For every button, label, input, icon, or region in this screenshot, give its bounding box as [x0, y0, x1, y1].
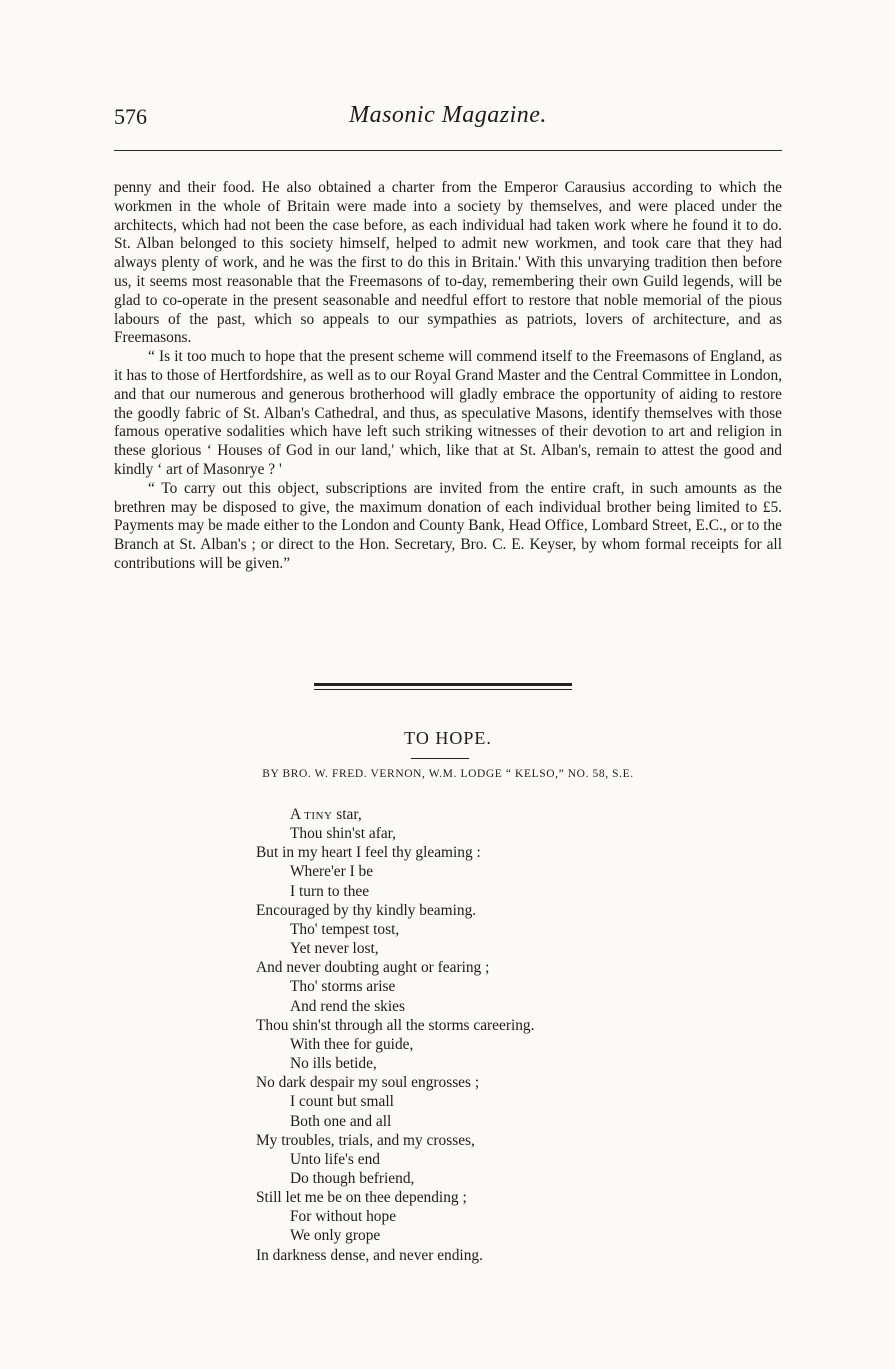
title-rule	[411, 758, 469, 759]
poem-line: In darkness dense, and never ending.	[256, 1246, 483, 1264]
poem-line: Yet never lost,	[290, 940, 379, 958]
divider-thin-rule	[314, 689, 572, 690]
poem-line: Thou shin'st through all the storms careering.	[256, 1016, 535, 1034]
poem-line: Both one and all	[290, 1112, 392, 1130]
divider-thick-rule	[314, 683, 572, 686]
poem-line: For without hope	[290, 1208, 397, 1226]
poem-line: No ills betide,	[290, 1055, 377, 1073]
poem-line: Do though befriend,	[290, 1169, 415, 1187]
page-header	[114, 98, 782, 138]
poem-line: I turn to thee	[290, 882, 370, 900]
paragraph-2: “ Is it too much to hope that the present scheme will commend itself to the Freemasons of England, as it has to those of Hertfordshire, as well as to our Royal Grand Master and the Central Committee in London, and that our numerous and generous brotherhood will gladly embrace the opportunity of aiding to restore the goodly fabric of St. Alban's Cathedral, and thus, as speculative Masons, identify themselves with those famous operative sodalities which have left such striking witnesses of their devotion to art and religion in these glorious ‘ Houses of God in our land,' which, like that at St. Alban's, remain to attest the good and kindly ‘ art of Masonrye ? '	[114, 348, 782, 478]
poem-line: Tho' storms arise	[290, 978, 396, 996]
poem-line: Unto life's end	[290, 1150, 380, 1168]
poem-line: With thee for guide,	[290, 1035, 414, 1053]
poem-body	[256, 805, 736, 1265]
poem-line: And never doubting aught or fearing ;	[256, 959, 490, 977]
poem-line: Thou shin'st afar,	[290, 825, 397, 843]
article-continuation	[114, 179, 782, 574]
poem-line: And rend the skies	[290, 997, 405, 1015]
section-divider	[314, 683, 572, 690]
poem-line: My troubles, trials, and my crosses,	[256, 1131, 475, 1149]
poem-line: Where'er I be	[290, 863, 374, 881]
poem-title: TO HOPE.	[404, 728, 492, 748]
poem-line: Tho' tempest tost,	[290, 920, 400, 938]
header-rule	[114, 150, 782, 151]
poem-line: But in my heart I feel thy gleaming :	[256, 844, 481, 862]
poem-line: I count but small	[290, 1093, 394, 1111]
poem-first-word-rest: tiny	[304, 806, 333, 823]
poem-line: We only grope	[290, 1227, 381, 1245]
running-title: Masonic Magazine.	[349, 102, 547, 128]
paragraph-3: “ To carry out this object, subscriptions are invited from the entire craft, in such amounts as the brethren may be disposed to give, the maximum donation of each individual brother being limited to £5. Payments may be made either to the London and County Bank, Head Office, Lombard Street, E.C., or to the Branch at St. Alban's ; or direct to the Hon. Secretary, Bro. C. E. Keyser, by whom formal receipts for all contributions will be given.”	[114, 479, 782, 572]
paragraph-1: penny and their food. He also obtained a charter from the Emperor Carausius according to which the workmen in the whole of Britain were made into a society by themselves, and were placed under the architects, which had not been the case before, as each individual had taken work where he found it to do. St. Alban belonged to this society himself, helped to admit new workmen, and took care that they had always plenty of work, and he was the first to do this in Britain.' With this unvarying tradition then before us, it seems most reasonable that the Freemasons of to-day, remembering their own Guild legends, will be glad to co-operate in the present seasonable and needful effort to restore that noble memorial of the pious labours of the past, which so appeals to our sympathies as patriots, lovers of architecture, and as Freemasons.	[114, 179, 782, 347]
poem-line: Still let me be on thee depending ;	[256, 1189, 467, 1207]
poem-line: Encouraged by thy kindly beaming.	[256, 901, 477, 919]
poem-first-line-rest: star,	[332, 806, 362, 823]
poem-byline: BY BRO. W. FRED. VERNON, W.M. LODGE “ KELSO,” NO. 58, S.E.	[262, 768, 634, 780]
poem-line	[256, 805, 736, 824]
page-number: 576	[114, 104, 147, 129]
poem-line: No dark despair my soul engrosses ;	[256, 1074, 480, 1092]
poem-first-word-capital: A	[290, 806, 301, 823]
